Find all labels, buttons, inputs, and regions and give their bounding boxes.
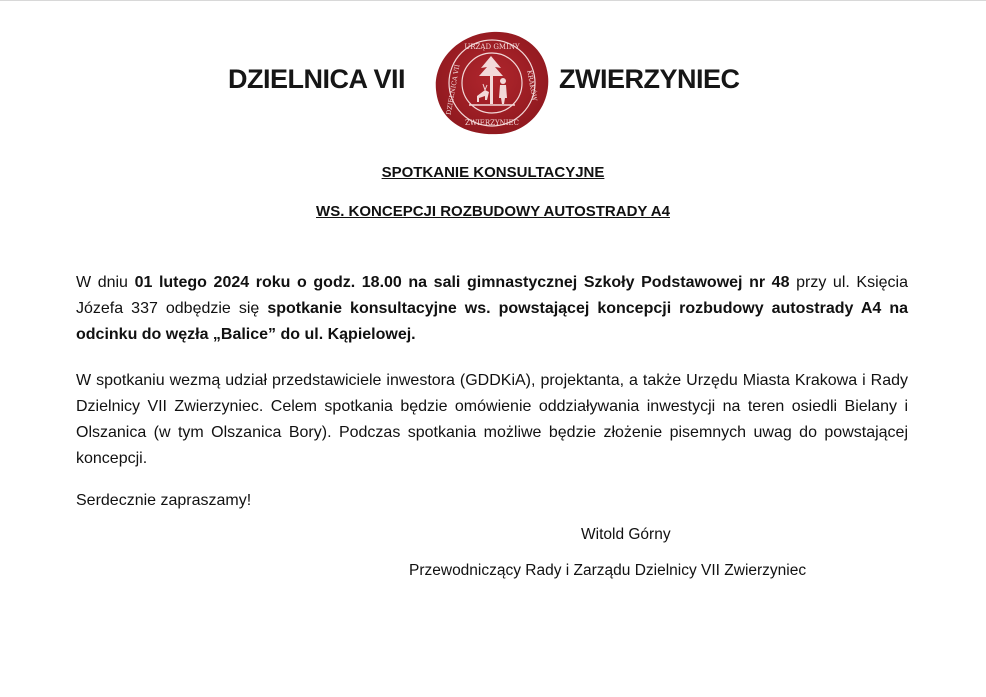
signature-name: Witold Górny bbox=[581, 526, 671, 543]
svg-text:DZIELNICA VII: DZIELNICA VII bbox=[444, 63, 462, 116]
event-topic: spotkanie konsultacyjne ws. powstającej koncepcji rozbudowy autostrady A4 na odcinku do węzła „Balice” do ul. Kąpielowej. bbox=[76, 300, 909, 343]
event-date-location: 01 lutego 2024 roku o godz. 18.00 na sali gimnastycznej Szkoły Podstawowej nr 48 bbox=[134, 274, 790, 291]
participants-paragraph: W spotkaniu wezmą udział przedstawiciele inwestora (GDDKiA), projektanta, a także Urzędu Miasta Krakowa i Rady Dzielnicy VII Zwierzyniec. Celem spotkania będzie omówienie oddziaływania inwestycji na teren osiedli Bielany i Olszanica (w tym Olszanica Bory). Podczas spotkania możliwe będzie złożenie pisemnych uwag do powstającej koncepcji. bbox=[76, 372, 908, 467]
announcement-paragraph bbox=[76, 270, 908, 348]
svg-text:ZWIERZYNIEC: ZWIERZYNIEC bbox=[464, 119, 520, 127]
district-seal-icon bbox=[433, 30, 551, 136]
svg-text:URZĄD GMINY: URZĄD GMINY bbox=[464, 43, 520, 51]
letterhead-left-text: DZIELNICA VII bbox=[228, 64, 406, 94]
page-top-border bbox=[0, 0, 986, 1]
letterhead-right-text: ZWIERZYNIEC bbox=[559, 64, 740, 94]
paragraph-text: W dniu bbox=[76, 274, 135, 291]
document-title: SPOTKANIE KONSULTACYJNE bbox=[381, 164, 605, 181]
paragraph-text: przy ul. Księcia Józefa 337 odbędzie się bbox=[76, 274, 908, 317]
closing-line: Serdecznie zapraszamy! bbox=[76, 492, 252, 509]
signature-title: Przewodniczący Rady i Zarządu Dzielnicy VII Zwierzyniec bbox=[409, 562, 807, 579]
letterhead bbox=[0, 30, 986, 136]
svg-text:KRAKÓW: KRAKÓW bbox=[525, 69, 539, 102]
document-subtitle: WS. KONCEPCJI ROZBUDOWY AUTOSTRADY A4 bbox=[316, 203, 670, 220]
